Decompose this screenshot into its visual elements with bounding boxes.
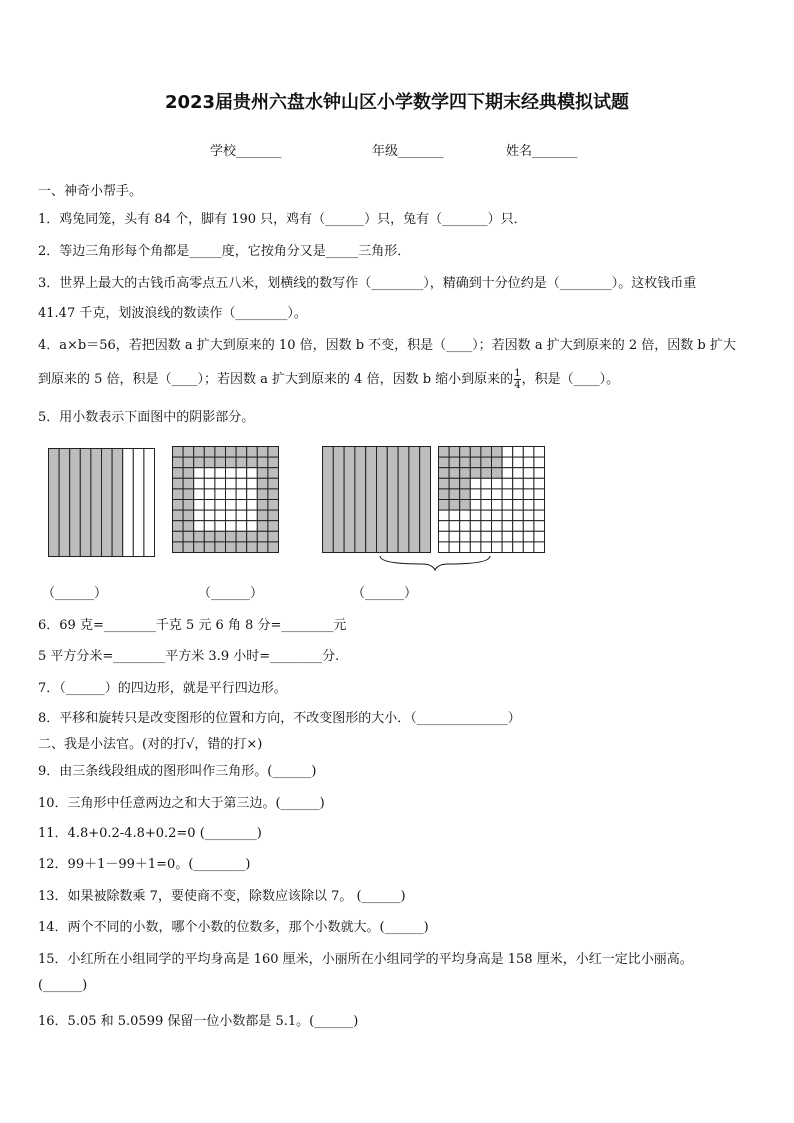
tenth-strip (420, 447, 431, 553)
grid-cell (226, 447, 237, 458)
grid-cell (236, 542, 247, 553)
section-1-heading: 一、神奇小帮手。 (38, 184, 143, 199)
grid-cell (502, 468, 513, 479)
grid-cell (513, 542, 524, 553)
grid-cell (470, 489, 481, 500)
question-2: 2．等边三角形每个角都是_____度，它按角分又是_____三角形． (38, 244, 411, 259)
grid-cell (492, 489, 503, 500)
question-9: 9．由三条线段组成的图形叫作三角形。(______) (38, 764, 317, 779)
grid-cell (492, 521, 503, 532)
brace (380, 556, 490, 570)
grid-cell (502, 510, 513, 521)
grid-cell (215, 521, 226, 532)
tenth-strip (133, 449, 144, 557)
tenth-strip (333, 447, 344, 553)
grid-cell (247, 531, 258, 542)
grid-cell (470, 500, 481, 511)
grid-cell (236, 510, 247, 521)
grid-cell (247, 468, 258, 479)
grid-cell (204, 478, 215, 489)
grid-cell (460, 468, 471, 479)
grid-cell (226, 542, 237, 553)
grid-cell (215, 489, 226, 500)
grid-cell (492, 510, 503, 521)
grid-cell (173, 489, 184, 500)
grid-cell (236, 447, 247, 458)
grid-cell (513, 457, 524, 468)
grid-cell (481, 489, 492, 500)
grid-cell (502, 531, 513, 542)
grid-cell (481, 531, 492, 542)
grid-cell (449, 510, 460, 521)
grid-cell (183, 510, 194, 521)
grid-cell (481, 447, 492, 458)
answer-blank-2: （______） (198, 586, 264, 601)
grid-cell (194, 447, 205, 458)
question-3-cont: 41.47 千克，划波浪线的数读作（________）。 (38, 306, 307, 321)
tenth-strip (91, 449, 102, 557)
grade-field: 年级_______ (372, 144, 444, 159)
tenth-strip (366, 447, 377, 553)
tenth-strip (123, 449, 134, 557)
school-field: 学校_______ (210, 144, 282, 159)
grid-cell (523, 510, 534, 521)
grid-cell (523, 521, 534, 532)
grid-cell (502, 542, 513, 553)
grid-cell (215, 478, 226, 489)
tenth-strip (112, 449, 123, 557)
grid-cell (204, 468, 215, 479)
grid-cell (460, 510, 471, 521)
grid-cell (173, 468, 184, 479)
grid-cell (481, 457, 492, 468)
grid-cell (449, 478, 460, 489)
grid-cell (502, 457, 513, 468)
grid-cell (268, 468, 279, 479)
question-4: 4．a×b＝56，若把因数 a 扩大到原来的 10 倍，因数 b 不变，积是（____）；若因数 a 扩大到原来的 2 倍，因数 b 扩大 (38, 338, 736, 353)
grid-cell (173, 447, 184, 458)
grid-cell (470, 521, 481, 532)
grid-cell (268, 521, 279, 532)
grid-cell (226, 478, 237, 489)
grid-cell (502, 521, 513, 532)
fraction-numerator: 1 (514, 368, 521, 379)
question-11: 11．4.8+0.2-4.8+0.2=0 (________) (38, 826, 262, 841)
grid-cell (257, 500, 268, 511)
question-16: 16．5.05 和 5.0599 保留一位小数都是 5.1。(______) (38, 1014, 359, 1029)
grid-cell (481, 510, 492, 521)
grid-cell (268, 489, 279, 500)
grid-cell (513, 521, 524, 532)
grid-cell (523, 500, 534, 511)
tenth-strip (102, 449, 113, 557)
grid-cell (523, 531, 534, 542)
grid-cell (513, 510, 524, 521)
question-13: 13．如果被除数乘 7，要使商不变，除数应该除以 7。 (______) (38, 889, 406, 904)
tenth-strip (80, 449, 91, 557)
tenth-strip (409, 447, 420, 553)
question-7: 7．（______）的四边形，就是平行四边形。 (38, 681, 287, 696)
grid-cell (492, 531, 503, 542)
tenth-strip (344, 447, 355, 553)
tenth-strip (398, 447, 409, 553)
grid-cell (257, 510, 268, 521)
grid-cell (194, 478, 205, 489)
grid-cell (439, 500, 450, 511)
grid-cell (534, 542, 545, 553)
grid-cell (247, 521, 258, 532)
grid-cell (470, 542, 481, 553)
section-2-heading: 二、我是小法官。(对的打√，错的打×) (38, 737, 263, 752)
grid-cell (215, 510, 226, 521)
grid-cell (183, 542, 194, 553)
grid-cell (439, 478, 450, 489)
grid-cell (173, 531, 184, 542)
grid-cell (492, 500, 503, 511)
grid-cell (257, 542, 268, 553)
grid-cell (268, 531, 279, 542)
grid-cell (268, 478, 279, 489)
grid-cell (204, 510, 215, 521)
grid-cell (204, 531, 215, 542)
grid-cell (470, 531, 481, 542)
grid-cell (481, 478, 492, 489)
question-15: 15．小红所在小组同学的平均身高是 160 厘米，小丽所在小组同学的平均身高是 158 厘米，小红一定比小丽高。 (38, 952, 693, 967)
fraction-denominator: 4 (514, 380, 521, 391)
grid-cell (173, 500, 184, 511)
figure-hundred-grid (172, 446, 280, 554)
grid-cell (226, 510, 237, 521)
grid-cell (257, 521, 268, 532)
grid-cell (481, 468, 492, 479)
grid-cell (439, 489, 450, 500)
grid-cell (194, 457, 205, 468)
grid-cell (534, 468, 545, 479)
grid-cell (204, 521, 215, 532)
grid-cell (194, 489, 205, 500)
grid-cell (460, 542, 471, 553)
question-3: 3．世界上最大的古钱币高零点五八米，划横线的数写作（________），精确到十分位约是（________）。这枚钱币重 (38, 276, 697, 291)
grid-cell (513, 478, 524, 489)
grid-cell (460, 500, 471, 511)
grid-cell (183, 521, 194, 532)
grid-cell (173, 457, 184, 468)
tenth-strip (323, 447, 334, 553)
grid-cell (204, 447, 215, 458)
grid-cell (439, 531, 450, 542)
name-field: 姓名_______ (506, 144, 578, 159)
grid-cell (268, 500, 279, 511)
grid-cell (183, 457, 194, 468)
grid-cell (194, 510, 205, 521)
grid-cell (215, 500, 226, 511)
grid-cell (481, 542, 492, 553)
grid-cell (460, 521, 471, 532)
grid-cell (492, 542, 503, 553)
question-4-text-b: ，积是（____）。 (521, 372, 620, 387)
grid-cell (173, 478, 184, 489)
grid-cell (481, 521, 492, 532)
tenth-strip (70, 449, 81, 557)
grid-cell (226, 500, 237, 511)
grid-cell (215, 447, 226, 458)
grid-cell (194, 542, 205, 553)
question-4-text-a: 到原来的 5 倍，积是（____）；若因数 a 扩大到原来的 4 倍，因数 b 缩小到原来的 (38, 372, 514, 387)
grid-cell (523, 489, 534, 500)
grid-cell (513, 489, 524, 500)
tenth-strip (377, 447, 388, 553)
grid-cell (513, 468, 524, 479)
grid-cell (470, 510, 481, 521)
question-8: 8．平移和旋转只是改变图形的位置和方向，不改变图形的大小．（______________） (38, 711, 521, 726)
grid-cell (439, 447, 450, 458)
grid-cell (226, 457, 237, 468)
grid-cell (236, 468, 247, 479)
grid-cell (257, 447, 268, 458)
grid-cell (183, 531, 194, 542)
grid-cell (236, 521, 247, 532)
grid-cell (534, 521, 545, 532)
page-title: 2023届贵州六盘水钟山区小学数学四下期末经典模拟试题 (164, 92, 630, 113)
grid-cell (236, 457, 247, 468)
tenth-strip (144, 449, 155, 557)
grid-cell (470, 447, 481, 458)
grid-cell (204, 500, 215, 511)
grid-cell (492, 457, 503, 468)
grid-cell (534, 489, 545, 500)
grid-cell (460, 447, 471, 458)
grid-cell (194, 531, 205, 542)
grid-cell (257, 531, 268, 542)
grid-cell (257, 457, 268, 468)
grid-cell (534, 500, 545, 511)
grid-cell (449, 542, 460, 553)
grid-cell (460, 457, 471, 468)
grid-cell (194, 468, 205, 479)
grid-cell (523, 468, 534, 479)
question-12: 12．99＋1－99＋1=0。(________) (38, 857, 251, 872)
grid-cell (449, 457, 460, 468)
answer-blank-3: （______） (352, 586, 418, 601)
fraction-one-quarter (514, 368, 520, 391)
grid-cell (534, 510, 545, 521)
grid-cell (449, 447, 460, 458)
grid-cell (449, 521, 460, 532)
grid-cell (439, 510, 450, 521)
grid-cell (523, 457, 534, 468)
grid-cell (204, 457, 215, 468)
grid-cell (449, 468, 460, 479)
figure-combined (322, 446, 548, 572)
grid-cell (449, 531, 460, 542)
answer-blank-1: （______） (42, 586, 108, 601)
grid-cell (236, 531, 247, 542)
grid-cell (439, 521, 450, 532)
grid-cell (513, 447, 524, 458)
grid-cell (460, 478, 471, 489)
grid-cell (513, 500, 524, 511)
grid-cell (226, 489, 237, 500)
grid-cell (236, 489, 247, 500)
grid-cell (460, 531, 471, 542)
figure-tenths (48, 448, 158, 558)
grid-cell (449, 500, 460, 511)
grid-cell (226, 531, 237, 542)
grid-cell (439, 542, 450, 553)
grid-cell (502, 478, 513, 489)
grid-cell (268, 447, 279, 458)
grid-cell (502, 447, 513, 458)
grid-cell (534, 447, 545, 458)
question-6-cont: 5 平方分米=________平方米 3.9 小时=________分. (38, 649, 340, 664)
question-6: 6．69 克=________千克 5 元 6 角 8 分=________元 (38, 618, 347, 633)
grid-cell (268, 457, 279, 468)
grid-cell (492, 478, 503, 489)
grid-cell (502, 489, 513, 500)
grid-cell (470, 457, 481, 468)
grid-cell (204, 489, 215, 500)
grid-cell (247, 510, 258, 521)
grid-cell (247, 489, 258, 500)
grid-cell (247, 478, 258, 489)
grid-cell (460, 489, 471, 500)
grid-cell (183, 447, 194, 458)
grid-cell (173, 510, 184, 521)
tenth-strip (387, 447, 398, 553)
grid-cell (481, 500, 492, 511)
grid-cell (194, 500, 205, 511)
tenth-strip (59, 449, 70, 557)
grid-cell (470, 478, 481, 489)
tenth-strip (49, 449, 60, 557)
grid-cell (257, 468, 268, 479)
grid-cell (247, 457, 258, 468)
grid-cell (257, 489, 268, 500)
grid-cell (534, 457, 545, 468)
grid-cell (268, 510, 279, 521)
grid-cell (183, 478, 194, 489)
grid-cell (257, 478, 268, 489)
grid-cell (215, 531, 226, 542)
question-10: 10．三角形中任意两边之和大于第三边。(______) (38, 796, 325, 811)
grid-cell (492, 468, 503, 479)
grid-cell (268, 542, 279, 553)
grid-cell (215, 468, 226, 479)
grid-cell (226, 468, 237, 479)
grid-cell (173, 542, 184, 553)
grid-cell (236, 500, 247, 511)
question-14: 14．两个不同的小数，哪个小数的位数多，那个小数就大。(______) (38, 920, 429, 935)
grid-cell (502, 500, 513, 511)
question-4-cont (38, 368, 619, 391)
grid-cell (523, 542, 534, 553)
grid-cell (523, 478, 534, 489)
grid-cell (534, 478, 545, 489)
grid-cell (513, 531, 524, 542)
grid-cell (183, 489, 194, 500)
grid-cell (523, 447, 534, 458)
grid-cell (215, 542, 226, 553)
grid-cell (236, 478, 247, 489)
grid-cell (183, 500, 194, 511)
question-5: 5．用小数表示下面图中的阴影部分。 (38, 410, 255, 425)
tenth-strip (355, 447, 366, 553)
grid-cell (247, 542, 258, 553)
grid-cell (439, 468, 450, 479)
grid-cell (470, 468, 481, 479)
grid-cell (247, 447, 258, 458)
grid-cell (204, 542, 215, 553)
grid-cell (173, 521, 184, 532)
grid-cell (534, 531, 545, 542)
grid-cell (449, 489, 460, 500)
grid-cell (247, 500, 258, 511)
grid-cell (492, 447, 503, 458)
grid-cell (215, 457, 226, 468)
grid-cell (226, 521, 237, 532)
grid-cell (194, 521, 205, 532)
grid-cell (183, 468, 194, 479)
question-15-blank: (______) (38, 978, 88, 993)
grid-cell (439, 457, 450, 468)
question-1: 1．鸡兔同笼，头有 84 个，脚有 190 只，鸡有（______）只，兔有（_______）只． (38, 212, 527, 227)
